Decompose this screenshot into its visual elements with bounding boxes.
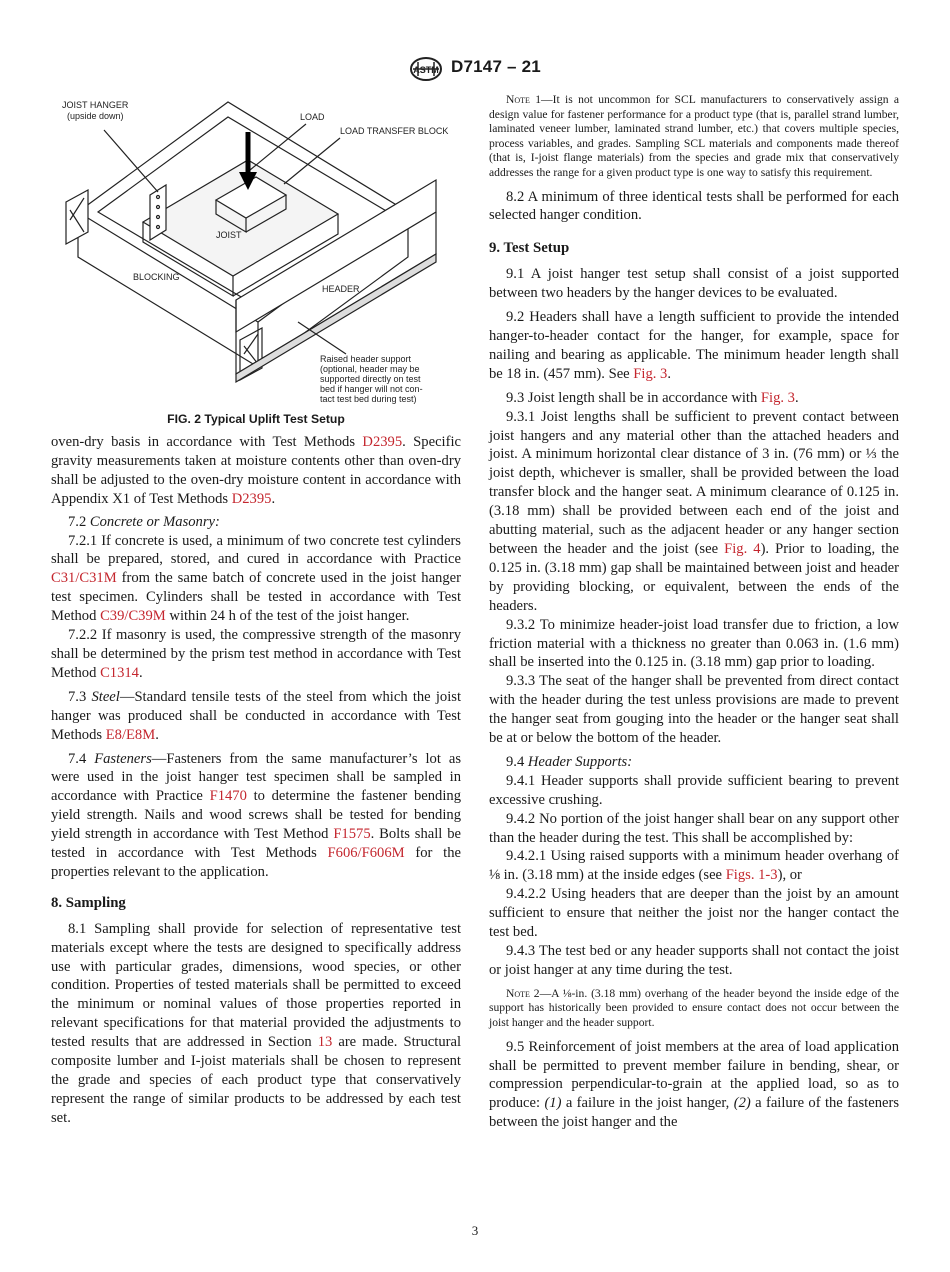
uplift-test-setup-figure: [58, 92, 458, 412]
section-heading-8: 8. Sampling: [51, 894, 126, 911]
link-c31[interactable]: C31/C31M: [51, 570, 117, 587]
svg-text:ASTM: ASTM: [413, 65, 439, 75]
link-fig-4[interactable]: Fig. 4: [724, 540, 761, 557]
svg-text:HEADER: HEADER: [322, 284, 360, 294]
link-d2395[interactable]: D2395: [362, 434, 403, 450]
page-header: [0, 56, 950, 84]
svg-text:BLOCKING: BLOCKING: [133, 272, 180, 282]
svg-text:LOAD TRANSFER BLOCK: LOAD TRANSFER BLOCK: [340, 126, 449, 136]
svg-text:tact test bed during test): tact test bed during test): [320, 394, 417, 404]
svg-text:bed if hanger will not con-: bed if hanger will not con-: [320, 384, 423, 394]
svg-text:LOAD: LOAD: [300, 112, 325, 122]
link-section-13[interactable]: 13: [317, 1034, 333, 1051]
svg-text:supported directly on test: supported directly on test: [320, 374, 421, 384]
standard-designation: D7147 – 21: [451, 57, 541, 76]
page-number: 3: [471, 1223, 479, 1238]
link-fig-3[interactable]: Fig. 3: [760, 389, 795, 406]
section-9-4-2-1: 9.4.2.1 Using raised supports with a minimum header overhang of ⅛ in. (3.18 mm) at the inside edges (see Figs. 1-3), or: [489, 848, 899, 884]
link-figs-1-3[interactable]: Figs. 1-3: [725, 867, 778, 884]
astm-logo-icon: [409, 56, 443, 82]
figure-caption: FIG. 2 Typical Uplift Test Setup: [167, 412, 345, 426]
link-c39[interactable]: C39/C39M: [100, 608, 166, 625]
section-8-1: 8.1 Sampling shall provide for selection of representative test materials except where the tests are designed to specifically address use with particular grades, dimensions, wood species, or other condition. Properties of tested materials shall be permitted to exceed the minimum or nominal values of those properties reported in relevant specifications for that material provided the adjustments to tested results that are addressed in Section 13 are made. Structural composite lumber and I-joist materials shall be chosen to represent the grade and species of each product type that conservatively represent the range of similar products to be addressed by each test set.: [51, 920, 462, 1126]
section-heading-9: 9. Test Setup: [489, 240, 570, 257]
section-9-5: 9.5 Reinforcement of joist members at the area of load application shall be permitted to prevent member failure in bending, shear, or compression perpendicular-to-grain at the applied load, so as to produce: (1) a failure in the joist hanger, (2) a failure of the fasteners between the joist hanger and the: [489, 1038, 900, 1131]
section-7-2: 7.2 Concrete or Masonry:: [68, 513, 220, 530]
right-column: [489, 93, 899, 1132]
section-8-2: 8.2 A minimum of three identical tests shall be performed for each selected hanger condition.: [489, 188, 899, 224]
section-9-4: 9.4 Header Supports:: [506, 753, 633, 770]
left-column: [51, 433, 461, 1128]
section-9-1: 9.1 A joist hanger test setup shall consist of a joist supported between two headers by the hanger devices to be evaluated.: [489, 266, 899, 302]
svg-text:(optional, header may be: (optional, header may be: [320, 364, 420, 374]
section-7-4: 7.4 Fasteners—Fasteners from the same manufacturer’s lot as were used in the joist hanger test specimen shall be sampled in accordance with Practice F1470 to determine the fastener bending yield strength. Nails and wood screws shall be tested for bending yield strength in accordance with Test Method F1575. Bolts shall be tested in accordance with Test Methods F606/F606M for the properties relevant to the application.: [51, 750, 461, 880]
paragraph-oven-dry: oven-dry basis in accordance with Test Methods D2395. Specific gravity measurements taken at moisture contents other than oven-dry shall be adjusted to the oven-dry moisture content in accordance with Appendix X1 of Test Methods D2395.: [51, 434, 461, 507]
link-e8[interactable]: E8/E8M: [105, 726, 156, 743]
section-9-4-1: 9.4.1 Header supports shall provide sufficient bearing to prevent excessive crushing.: [489, 772, 899, 808]
link-c1314[interactable]: C1314: [100, 664, 139, 681]
section-7-2-2: 7.2.2 If masonry is used, the compressive strength of the masonry shall be determined by the prism test method in accordance with Test Method C1314.: [51, 627, 461, 681]
link-d2395[interactable]: D2395: [231, 490, 272, 507]
section-9-2: 9.2 Headers shall have a length sufficient to provide the intended hanger-to-header contact for the hanger, for example, space for nailing and bearing as applicable. The minimum header length shall be 18 in. (457 mm). See Fig. 3.: [489, 309, 899, 382]
svg-text:JOIST HANGER: JOIST HANGER: [62, 100, 129, 110]
note-2: Note 2—A ⅛-in. (3.18 mm) overhang of the header beyond the inside edge of the support has historically been provided to ensure contact does not occur between the joist hanger and the header support.: [489, 986, 899, 1029]
section-9-3-1: 9.3.1 Joist lengths shall be sufficient to prevent contact between joist hangers and any material other than the attached headers and joist. A minimum horizontal clear distance of 3 in. (76 mm) or ⅓ the joist depth, whichever is smaller, shall be provided between the load transfer block and the hanger seat. A minimum clearance of 0.125 in. (3.18 mm) shall be provided between each end of the joist and abutting material, such as the adjacent header or any hanger section between the header and the joist (see Fig. 4). Prior to loading, the 0.125 in. (3.18 mm) gap shall be maintained between joist and header by providing blocking, or equivalent, between the ends of the headers.: [489, 408, 899, 614]
section-9-4-2: 9.4.2 No portion of the joist hanger shall bear on any support other than the header during the test. This shall be accomplished by:: [489, 810, 899, 846]
svg-text:JOIST: JOIST: [216, 230, 242, 240]
link-f1470[interactable]: F1470: [209, 788, 247, 805]
link-f606[interactable]: F606/F606M: [327, 845, 405, 862]
section-9-3-2: 9.3.2 To minimize header-joist load transfer due to friction, a low friction material with a thickness no greater than 0.063 in. (1.6 mm) shall be inserted into the 0.125 in. (3.18 mm) gap prior to loading.: [489, 616, 899, 671]
section-9-3: 9.3 Joist length shall be in accordance with Fig. 3.: [506, 389, 799, 406]
section-9-3-3: 9.3.3 The seat of the hanger shall be prevented from direct contact with the header during the test unless provisions are made to prevent the hanger seat from gouging into the header or the hanger seat shall be at or below the bottom of the header.: [489, 673, 899, 747]
section-7-3: 7.3 Steel—Standard tensile tests of the steel from which the joist hanger was produced shall be conducted in accordance with Test Methods E8/E8M.: [51, 688, 462, 743]
link-fig-3[interactable]: Fig. 3: [633, 365, 668, 382]
svg-text:(upside down): (upside down): [67, 111, 124, 121]
section-7-2-1: 7.2.1 If concrete is used, a minimum of two concrete test cylinders shall be prepared, stored, and cured in accordance with Practice C31/C31M from the same batch of concrete used in the joist hanger test specimen. Cylinders shall be tested in accordance with Test Method C39/C39M within 24 h of the test of the joist hanger.: [51, 532, 461, 625]
note-1: Note 1—It is not uncommon for SCL manufacturers to conservatively assign a design value for fastener performance for a product type (that is, parallel strand lumber, laminated veneer lumber, laminated strand lumber, etc.) that covers multiple species, process variables, and grades. Sampling SCL materials and components made thereof (that is, I-joist flange materials) from the species and grade mix that conservatively addresses the range for a given product type is one way to satisfy this requirement.: [489, 93, 899, 179]
svg-text:Raised header support: Raised header support: [320, 354, 412, 364]
section-9-4-2-2: 9.4.2.2 Using headers that are deeper than the joist by an amount sufficient to ensure that neither the joist nor the hanger contact the test bed.: [489, 886, 899, 941]
section-9-4-3: 9.4.3 The test bed or any header supports shall not contact the joist or joist hanger at any time during the test.: [489, 943, 899, 978]
link-f1575[interactable]: F1575: [333, 826, 371, 843]
